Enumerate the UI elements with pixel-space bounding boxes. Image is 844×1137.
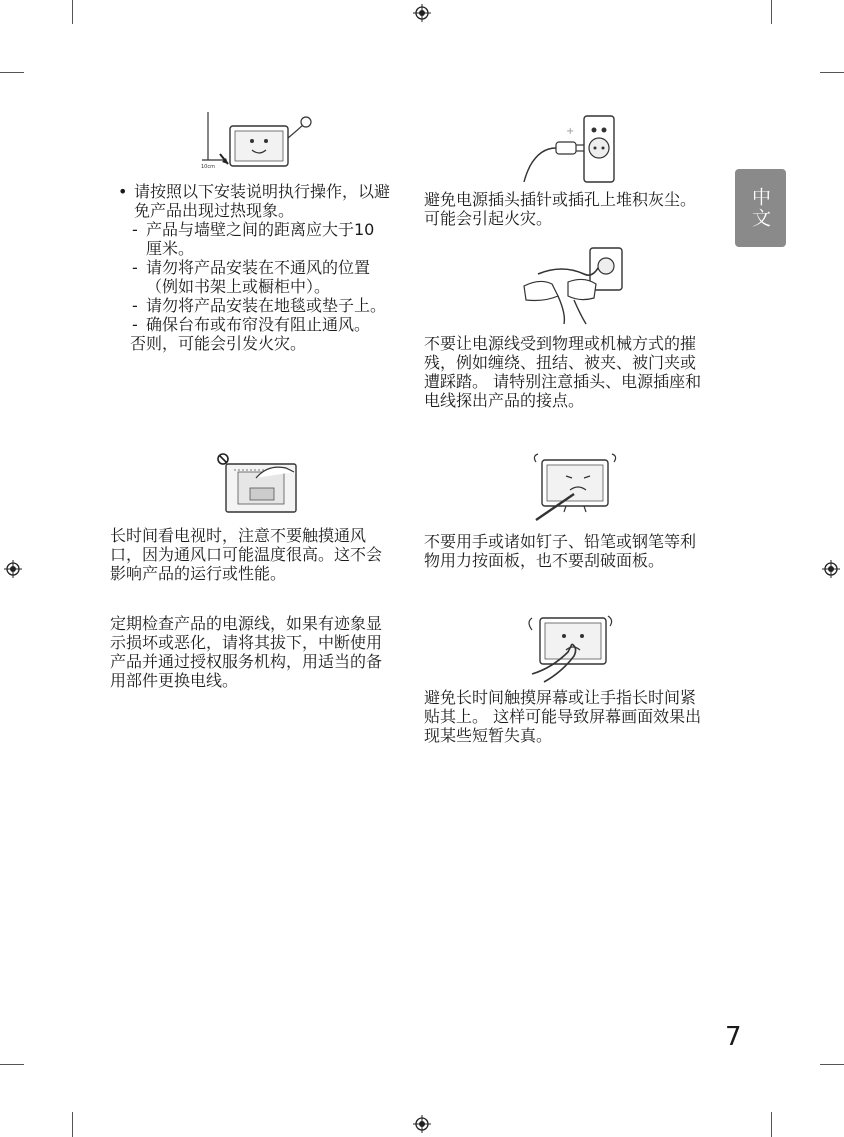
registration-mark-top bbox=[413, 4, 431, 22]
dusty-plug-illustration bbox=[520, 108, 620, 186]
cord-protection-warning: 不要让电源线受到物理或机械方式的摧残，例如缠绕、扭结、被夹、被门夹或遭踩踏。 请特别注意插头、电源插座和电线探出产品的接点。 bbox=[424, 334, 702, 410]
power-cord-check-warning: 定期检查产品的电源线，如果有迹象显示损坏或恶化，请将其拔下，中断使用产品并通过授权服务机构，用适当的备用部件更换电线。 bbox=[110, 614, 383, 690]
ventilation-bullet-text: 请按照以下安装说明执行操作，以避免产品出现过热现象。 bbox=[134, 182, 391, 220]
sub-item-no-carpet: - 请勿将产品安装在地毯或垫子上。 bbox=[118, 296, 390, 315]
crop-mark-top-left bbox=[72, 0, 73, 24]
crop-mark-left-bottom bbox=[0, 1064, 24, 1065]
crop-mark-bottom-left bbox=[72, 1112, 73, 1137]
vent-heat-warning: 长时间看电视时，注意不要触摸通风口，因为通风口可能温度很高。这不会影响产品的运行或性能。 bbox=[110, 526, 383, 583]
sub-item-no-cloth: - 确保台布或布帘没有阻止通风。 bbox=[118, 315, 390, 334]
crop-mark-left-top bbox=[0, 72, 24, 73]
screen-touch-warning: 避免长时间触摸屏幕或让手指长时间紧贴其上。 这样可能导致屏幕画面效果出现某些短暂失真。 bbox=[424, 688, 702, 745]
screen-touch-illustration bbox=[522, 612, 614, 684]
sub-item-wall-distance: - 产品与墙壁之间的距离应大于10 厘米。 bbox=[118, 220, 390, 258]
vent-touch-illustration bbox=[214, 452, 300, 514]
cord-damage-illustration bbox=[518, 244, 628, 326]
crop-mark-right-top bbox=[820, 72, 844, 73]
svg-text:+: + bbox=[566, 126, 575, 137]
registration-mark-right bbox=[822, 560, 840, 578]
crop-mark-bottom-right bbox=[771, 1112, 772, 1137]
dusty-plug-warning: 避免电源插头插针或插孔上堆积灰尘。 可能会引起火灾。 bbox=[424, 190, 697, 228]
fire-warning-closing: 否则，可能会引发火灾。 bbox=[130, 334, 307, 353]
ventilation-bullet bbox=[118, 182, 390, 334]
panel-press-warning: 不要用手或诸如钉子、铅笔或钢笔等利物用力按面板，也不要刮破面板。 bbox=[424, 532, 697, 570]
page-number: 7 bbox=[725, 1022, 742, 1052]
language-tab bbox=[735, 169, 786, 247]
sub-item-no-enclosure: - 请勿将产品安装在不通风的位置（例如书架上或橱柜中）。 bbox=[118, 258, 390, 296]
ventilation-instructions bbox=[118, 182, 390, 353]
wall-gap-label: 10cm bbox=[201, 164, 215, 170]
registration-mark-bottom bbox=[413, 1115, 431, 1133]
crop-mark-right-bottom bbox=[820, 1064, 844, 1065]
tv-wall-clearance-illustration bbox=[200, 110, 312, 174]
language-tab-label: 中文 bbox=[749, 187, 771, 229]
panel-press-illustration bbox=[530, 452, 620, 526]
registration-mark-left bbox=[4, 560, 22, 578]
crop-mark-top-right bbox=[771, 0, 772, 24]
